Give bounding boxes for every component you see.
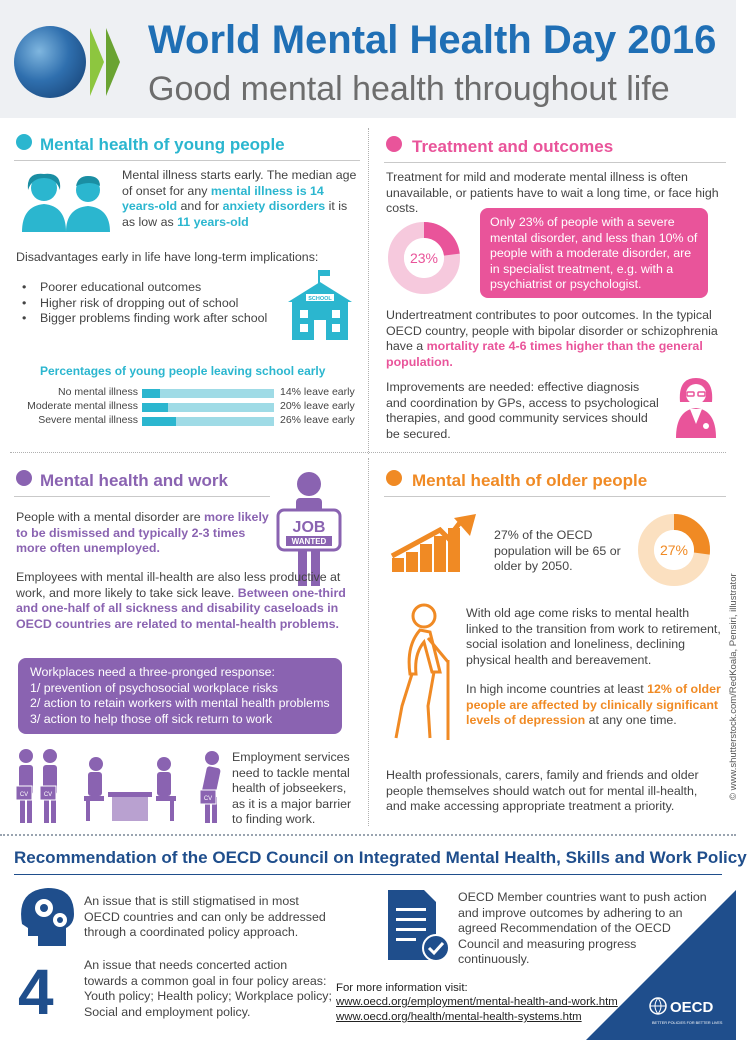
link-mental-health-systems[interactable]: www.oecd.org/health/mental-health-systems.htm	[336, 1011, 582, 1023]
school-sign: SCHOOL	[308, 296, 332, 302]
older-carers: Health professionals, carers, family and friends and older people themselves should watch out for mental ill-health, and make accessing appropriate treatment a priority.	[386, 768, 699, 813]
job-sign: JOB	[292, 519, 326, 536]
list-item: • Higher risk of dropping out of school	[18, 296, 270, 312]
treatment-section-title: Treatment and outcomes	[412, 137, 614, 156]
older-risks: With old age come risks to mental health linked to the transition from work to retirement, social isolation and loneliness, declining physical health and bereavement.	[466, 606, 721, 667]
more-info-label: For more information visit:	[336, 982, 468, 994]
document-check-icon	[384, 888, 450, 964]
row-divider	[0, 834, 736, 836]
response-line: 3/ action to help those off sick return to work	[30, 711, 273, 726]
treatment-improvements: Improvements are needed: effective diagnosis and coordination by GPs, access to psychological therapies, and good community services should be secured.	[386, 380, 659, 441]
section-rule	[384, 496, 726, 497]
older-section-title: Mental health of older people	[412, 471, 648, 490]
chart-row	[10, 400, 360, 414]
bar-track	[142, 417, 274, 426]
school-icon	[284, 268, 356, 342]
bar	[142, 389, 160, 398]
recommendation-item-adherence: OECD Member countries want to push action and improve outcomes by adhering to an agreed Recommendation of the OECD Council and measuring progress continuously.	[458, 890, 707, 966]
column-divider	[368, 128, 369, 454]
older-donut	[636, 512, 712, 588]
chart-row	[10, 386, 360, 400]
recommendation-title: Recommendation of the OECD Council on Integrated Mental Health, Skills and Work Policy	[14, 848, 747, 867]
chart-row	[10, 414, 360, 428]
oecd-logo	[648, 994, 732, 1034]
bar-category-label: Severe mental illness	[38, 414, 138, 426]
cv-label: CV	[43, 792, 53, 798]
work-productivity: Employees with mental ill-health are also less productive at work, and more likely to take sick leave. Between one-third and one-half of all sickness and disability caseloads in OECD countries are related to mental-health problems.	[16, 570, 346, 631]
bar	[142, 403, 168, 412]
big-number-four: 4	[18, 956, 54, 1028]
work-intro: People with a mental disorder are more likely to be dismissed and typically 2-3 times more often unemployed.	[16, 510, 269, 555]
school-leaving-chart	[10, 386, 360, 428]
response-line: Workplaces need a three-pronged response:	[30, 665, 275, 679]
response-line: 1/ prevention of psychosocial workplace risks	[30, 680, 278, 695]
response-line: 2/ action to retain workers with mental health problems	[30, 696, 330, 710]
wanted-sign: WANTED	[291, 537, 327, 546]
bar-track	[142, 403, 274, 412]
section-rule	[14, 496, 270, 497]
section-rule	[384, 162, 726, 163]
recommendation-item-stigma: An issue that is still stigmatised in most OECD countries and can only be addressed through a coordinated policy approach.	[84, 894, 326, 939]
chevron-icon	[90, 28, 104, 96]
link-mental-health-and-work[interactable]: www.oecd.org/employment/mental-health-and-work.htm	[336, 996, 618, 1008]
chart-title: Percentages of young people leaving school early	[40, 364, 326, 378]
section-dot-icon	[386, 136, 402, 152]
list-item: • Bigger problems finding work after school	[18, 311, 270, 327]
page-subtitle: Good mental health throughout life	[148, 70, 670, 108]
head-gears-icon	[16, 884, 76, 950]
bar-category-label: No mental illness	[58, 386, 138, 398]
older-depression: In high income countries at least 12% of older people are affected by clinically significant levels of depression at any one time.	[466, 682, 721, 727]
bar-value-label: 20% leave early	[280, 400, 355, 412]
treatment-callout: Only 23% of people with a severe mental disorder, and less than 10% of people with a moderate disorder, are in specialist treatment, e.g. with a psychiatrist or psychologist.	[480, 208, 708, 298]
list-item: • Poorer educational outcomes	[18, 280, 270, 296]
treatment-donut	[386, 220, 462, 296]
globe-icon	[14, 26, 86, 98]
donut-label: 23%	[409, 250, 439, 266]
bar-value-label: 26% leave early	[280, 414, 355, 426]
cv-label: CV	[19, 792, 29, 798]
page-title: World Mental Health Day 2016	[148, 18, 717, 62]
work-employment-services: Employment services need to tackle mental health of jobseekers, as it is a major barrier to finding work.	[232, 750, 352, 826]
column-divider	[368, 458, 369, 826]
row-divider	[10, 452, 726, 453]
young-bullet-list	[18, 280, 270, 327]
treatment-intro: Treatment for mild and moderate mental illness is often unavailable, or patients have to wait a long time, or face high costs.	[386, 170, 719, 215]
section-dot-icon	[16, 134, 32, 150]
donut-label: 27%	[659, 542, 689, 558]
oecd-logo-text: OECD	[670, 999, 714, 1016]
young-section-title: Mental health of young people	[40, 135, 285, 154]
elderly-person-icon	[388, 602, 462, 744]
oecd-tagline: BETTER POLICIES FOR BETTER LIVES	[652, 1021, 723, 1025]
older-population: 27% of the OECD population will be 65 or older by 2050.	[494, 528, 621, 573]
young-disadvantages: Disadvantages early in life have long-term implications:	[16, 250, 319, 264]
bar-track	[142, 389, 274, 398]
section-dot-icon	[386, 470, 402, 486]
bar-value-label: 14% leave early	[280, 386, 355, 398]
work-response-box	[18, 658, 342, 734]
doctor-icon	[672, 376, 720, 440]
recommendation-item-four-areas: An issue that needs concerted action towards a common goal in four policy areas: Youth policy; Health policy; Workplace policy; Social and employment policy.	[84, 958, 332, 1019]
section-rule	[14, 160, 360, 161]
work-section-title: Mental health and work	[40, 471, 228, 490]
chevron-icon	[106, 28, 120, 96]
young-intro: Mental illness starts early. The median age of onset for any mental illness is 14 years-old and for anxiety disorders it is as low as 11 years-old	[122, 168, 357, 229]
section-rule	[14, 874, 722, 875]
jobseekers-icon	[14, 746, 224, 826]
cv-label: CV	[203, 796, 213, 802]
bar-category-label: Moderate mental illness	[27, 400, 138, 412]
young-people-icon	[20, 170, 114, 234]
image-credit: © www.shutterstock.com/RedKoala, Pensiri, illustrator	[728, 573, 739, 800]
rising-chart-icon	[390, 512, 480, 574]
bar	[142, 417, 176, 426]
treatment-undertreatment: Undertreatment contributes to poor outcomes. In the typical OECD country, people with bipolar disorder or schizophrenia have a mortality rate 4-6 times higher than the general population.	[386, 308, 718, 369]
section-dot-icon	[16, 470, 32, 486]
